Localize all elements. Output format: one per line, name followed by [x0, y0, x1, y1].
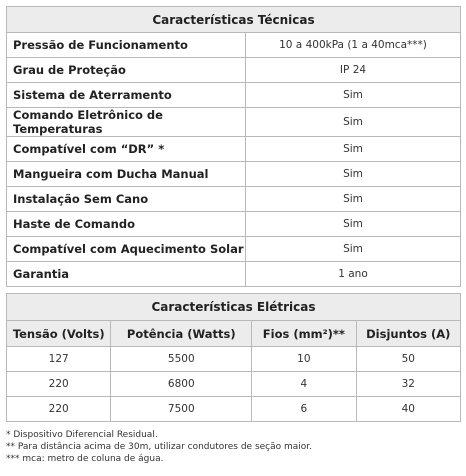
table-row [7, 162, 461, 187]
electrical-table-title: Características Elétricas [7, 294, 461, 321]
row-label: Grau de Proteção [7, 58, 246, 83]
row-value: Sim [246, 83, 461, 108]
row-value: Sim [246, 137, 461, 162]
table-row [7, 108, 461, 137]
footnote: *** mca: metro de coluna de água. [6, 454, 164, 464]
row-label: Comando Eletrônico de Temperaturas [7, 108, 246, 137]
row-label: Pressão de Funcionamento [7, 33, 246, 58]
row-label: Instalação Sem Cano [7, 187, 246, 212]
table-row [7, 137, 461, 162]
table-row [7, 83, 461, 108]
table-row [7, 33, 461, 58]
cell-breakers: 50 [356, 347, 460, 372]
footnotes [6, 429, 312, 465]
table-row [7, 187, 461, 212]
table-row [7, 397, 461, 422]
row-value: IP 24 [246, 58, 461, 83]
column-header-power: Potência (Watts) [111, 321, 252, 347]
table-row [7, 262, 461, 287]
table-row [7, 372, 461, 397]
footnote: ** Para distância acima de 30m, utilizar condutores de seção maior. [6, 442, 313, 452]
row-label: Compatível com Aquecimento Solar [7, 237, 246, 262]
row-label: Sistema de Aterramento [7, 83, 246, 108]
cell-power: 6800 [111, 372, 252, 397]
cell-voltage: 220 [7, 372, 111, 397]
electrical-characteristics-table [6, 293, 461, 422]
column-header-wires: Fios (mm²)** [252, 321, 356, 347]
row-label: Garantia [7, 262, 246, 287]
cell-breakers: 32 [356, 372, 460, 397]
table-row [7, 347, 461, 372]
row-label: Mangueira com Ducha Manual [7, 162, 246, 187]
cell-wires: 10 [252, 347, 356, 372]
footnote: * Dispositivo Diferencial Residual. [6, 430, 158, 440]
table-row [7, 212, 461, 237]
row-label: Haste de Comando [7, 212, 246, 237]
row-value: Sim [246, 237, 461, 262]
row-value: 1 ano [246, 262, 461, 287]
cell-wires: 4 [252, 372, 356, 397]
row-value: Sim [246, 212, 461, 237]
cell-voltage: 220 [7, 397, 111, 422]
column-header-voltage: Tensão (Volts) [7, 321, 111, 347]
cell-power: 7500 [111, 397, 252, 422]
row-value: Sim [246, 108, 461, 137]
technical-table-title: Características Técnicas [7, 7, 461, 33]
technical-characteristics-table [6, 6, 461, 287]
row-value: Sim [246, 187, 461, 212]
table-row [7, 237, 461, 262]
row-value: Sim [246, 162, 461, 187]
row-value: 10 a 400kPa (1 a 40mca***) [246, 33, 461, 58]
cell-breakers: 40 [356, 397, 460, 422]
cell-wires: 6 [252, 397, 356, 422]
cell-voltage: 127 [7, 347, 111, 372]
row-label: Compatível com “DR” * [7, 137, 246, 162]
column-header-breakers: Disjuntos (A) [356, 321, 460, 347]
table-row [7, 58, 461, 83]
cell-power: 5500 [111, 347, 252, 372]
